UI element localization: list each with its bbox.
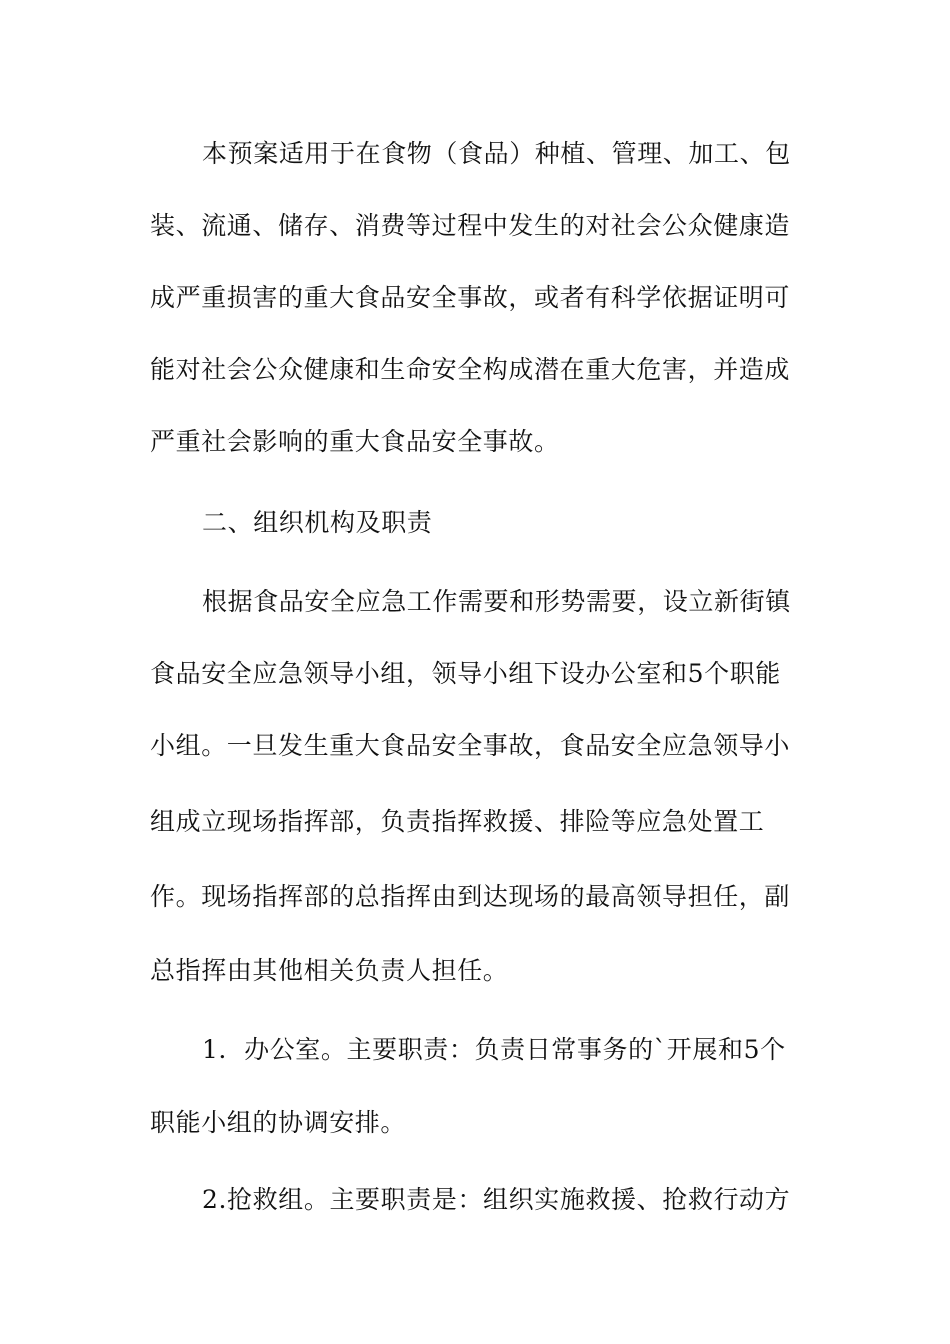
paragraph-organization-line-4: 组成立现场指挥部，负责指挥救援、排险等应急处置工 (150, 807, 765, 836)
paragraph-organization-line-3: 小组。一旦发生重大食品安全事故，食品安全应急领导小 (150, 731, 791, 760)
paragraph-scope-line-3: 成严重损害的重大食品安全事故，或者有科学依据证明可 (150, 283, 791, 312)
paragraph-scope-line-1: 本预案适用于在食物（食品）种植、管理、加工、包 (202, 139, 791, 168)
section-heading: 二、组织机构及职责 (202, 508, 433, 537)
list-item-office-line-2: 职能小组的协调安排。 (150, 1108, 407, 1137)
list-item-rescue-line-1: 2.抢救组。主要职责是：组织实施救援、抢救行动方 (202, 1185, 791, 1214)
paragraph-organization-line-5: 作。现场指挥部的总指挥由到达现场的最高领导担任，副 (150, 882, 791, 911)
paragraph-scope-line-2: 装、流通、储存、消费等过程中发生的对社会公众健康造 (150, 211, 791, 240)
paragraph-scope-line-5: 严重社会影响的重大食品安全事故。 (150, 427, 560, 456)
paragraph-scope-line-4: 能对社会公众健康和生命安全构成潜在重大危害，并造成 (150, 355, 791, 384)
paragraph-organization-line-6: 总指挥由其他相关负责人担任。 (150, 956, 509, 985)
paragraph-organization-line-1: 根据食品安全应急工作需要和形势需要，设立新街镇 (202, 587, 791, 616)
list-item-office-line-1: 1．办公室。主要职责：负责日常事务的`开展和5个 (202, 1035, 786, 1064)
paragraph-organization-line-2: 食品安全应急领导小组，领导小组下设办公室和5个职能 (150, 659, 781, 688)
